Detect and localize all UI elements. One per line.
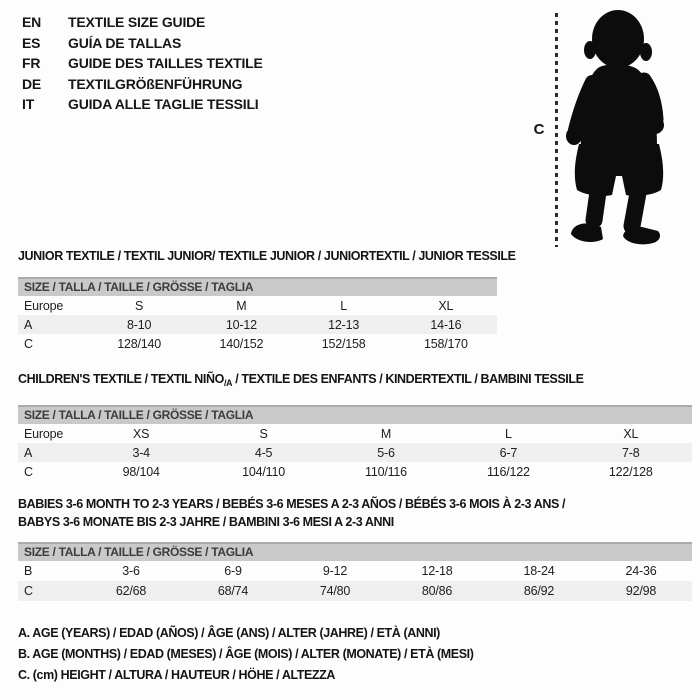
value-cell: 62/68: [115, 584, 147, 598]
value-cell: 12-18: [421, 564, 453, 578]
title-prefix: CHILDREN'S TEXTILE / TEXTIL NIÑO: [18, 372, 224, 386]
table-title: [18, 371, 692, 391]
value-cell: L: [504, 426, 512, 441]
value-cell: 158/170: [423, 336, 468, 351]
value-cell: S: [259, 426, 268, 441]
value-cell: 74/80: [319, 584, 351, 598]
note-height-cm: C. (cm) HEIGHT / ALTURA / HAUTEUR / HÖHE / ALTEZZA: [18, 668, 336, 682]
value-cell: 7-8: [622, 445, 640, 460]
value-cell: 86/92: [523, 584, 555, 598]
row-label-cell: Europe: [24, 298, 64, 313]
language-list: [22, 12, 263, 115]
table-row: [18, 424, 692, 443]
row-label-cell: A: [24, 317, 33, 332]
value-cell: XL: [438, 298, 454, 313]
table-row: [18, 581, 692, 601]
babies-textile-table: [18, 561, 692, 601]
value-cell: 116/122: [486, 464, 530, 479]
table-row: [18, 296, 497, 315]
height-measure-figure: [520, 8, 698, 250]
babies-textile-section: [18, 496, 692, 601]
value-cell: M: [380, 426, 392, 441]
value-cell: 24-36: [625, 564, 657, 578]
value-cell: L: [340, 298, 347, 313]
value-cell: 4-5: [254, 445, 273, 460]
language-code: ES: [22, 34, 41, 51]
language-row-it: [22, 94, 263, 115]
language-title: GUIDA ALLE TAGLIE TESSILI: [68, 96, 259, 113]
value-cell: 9-12: [322, 564, 348, 578]
row-label-cell: C: [24, 464, 33, 479]
value-cell: 98/104: [122, 464, 160, 479]
childrens-textile-section: [18, 371, 692, 481]
language-code: IT: [22, 96, 35, 113]
language-title: TEXTILGRÖßENFÜHRUNG: [68, 75, 243, 92]
value-cell: 122/128: [608, 464, 653, 479]
language-title: TEXTILE SIZE GUIDE: [68, 14, 206, 30]
value-cell: 140/152: [219, 336, 264, 351]
value-cell: 5-6: [377, 445, 395, 460]
note-age-years: A. AGE (YEARS) / EDAD (AÑOS) / ÂGE (ANS) / ALTER (JAHRE) / ETÀ (ANNI): [18, 626, 440, 640]
row-label-cell: C: [24, 584, 33, 598]
table-row: [18, 561, 692, 581]
legend-notes: [18, 623, 474, 686]
value-cell: 10-12: [225, 317, 257, 332]
value-cell: 14-16: [430, 317, 462, 332]
table-row: [18, 462, 692, 481]
childrens-textile-table: [18, 424, 692, 481]
height-dashed-line: [555, 13, 558, 247]
value-cell: S: [135, 298, 144, 313]
language-row-en: [22, 12, 263, 33]
size-header-bar: SIZE / TALLA / TAILLE / GRÖSSE / TAGLIA: [18, 542, 692, 561]
table-row: [18, 443, 692, 462]
value-cell: 80/86: [421, 584, 453, 598]
value-cell: XL: [623, 426, 639, 441]
table-title: JUNIOR TEXTILE / TEXTIL JUNIOR/ TEXTILE JUNIOR / JUNIORTEXTIL / JUNIOR TESSILE: [18, 249, 516, 263]
value-cell: 104/110: [242, 464, 286, 479]
value-cell: 8-10: [127, 317, 152, 332]
language-code: FR: [22, 55, 41, 72]
junior-textile-table: [18, 296, 497, 353]
value-cell: 6-7: [499, 445, 518, 460]
height-measure-label: C: [533, 121, 545, 138]
language-code: EN: [22, 14, 42, 30]
language-row-de: [22, 74, 263, 95]
junior-textile-section: [18, 248, 516, 353]
value-cell: 110/116: [365, 464, 407, 479]
row-label-cell: Europe: [24, 426, 64, 441]
row-label-cell: A: [24, 445, 33, 460]
table-title: [18, 496, 692, 531]
value-cell: 152/158: [321, 336, 366, 351]
language-row-fr: [22, 53, 263, 74]
row-label-cell: B: [24, 564, 33, 578]
note-age-months: B. AGE (MONTHS) / EDAD (MESES) / ÂGE (MOIS) / ALTER (MONATE) / ETÀ (MESI): [18, 647, 474, 661]
language-title: GUÍA DE TALLAS: [68, 34, 182, 51]
language-title: GUIDE DES TAILLES TEXTILE: [68, 55, 263, 72]
table-row: [18, 334, 497, 353]
title-suffix: / TEXTILE DES ENFANTS / KINDERTEXTIL / BAMBINI TESSILE: [232, 372, 584, 386]
value-cell: 3-6: [122, 564, 140, 578]
table-title-line1: BABIES 3-6 MONTH TO 2-3 YEARS / BEBÉS 3-6 MESES A 2-3 AÑOS / BÉBÉS 3-6 MOIS À 2-3 ANS /: [18, 497, 566, 511]
table-title-line2: BABYS 3-6 MONATE BIS 2-3 JAHRE / BAMBINI 3-6 MESI A 2-3 ANNI: [18, 514, 394, 529]
size-header-bar: SIZE / TALLA / TAILLE / GRÖSSE / TAGLIA: [18, 405, 692, 424]
title-subscript: /A: [223, 378, 233, 388]
size-header-bar: SIZE / TALLA / TAILLE / GRÖSSE / TAGLIA: [18, 277, 497, 296]
value-cell: 128/140: [117, 336, 162, 351]
value-cell: M: [236, 298, 247, 313]
value-cell: 92/98: [625, 584, 657, 598]
value-cell: 18-24: [523, 564, 555, 578]
toddler-silhouette-icon: [565, 8, 695, 248]
value-cell: 3-4: [132, 445, 150, 460]
row-label-cell: C: [24, 336, 33, 351]
language-code: DE: [22, 75, 42, 92]
table-row: [18, 315, 497, 334]
value-cell: XS: [133, 426, 150, 441]
value-cell: 68/74: [217, 584, 249, 598]
value-cell: 6-9: [224, 564, 242, 578]
value-cell: 12-13: [328, 317, 360, 332]
language-row-es: [22, 33, 263, 54]
